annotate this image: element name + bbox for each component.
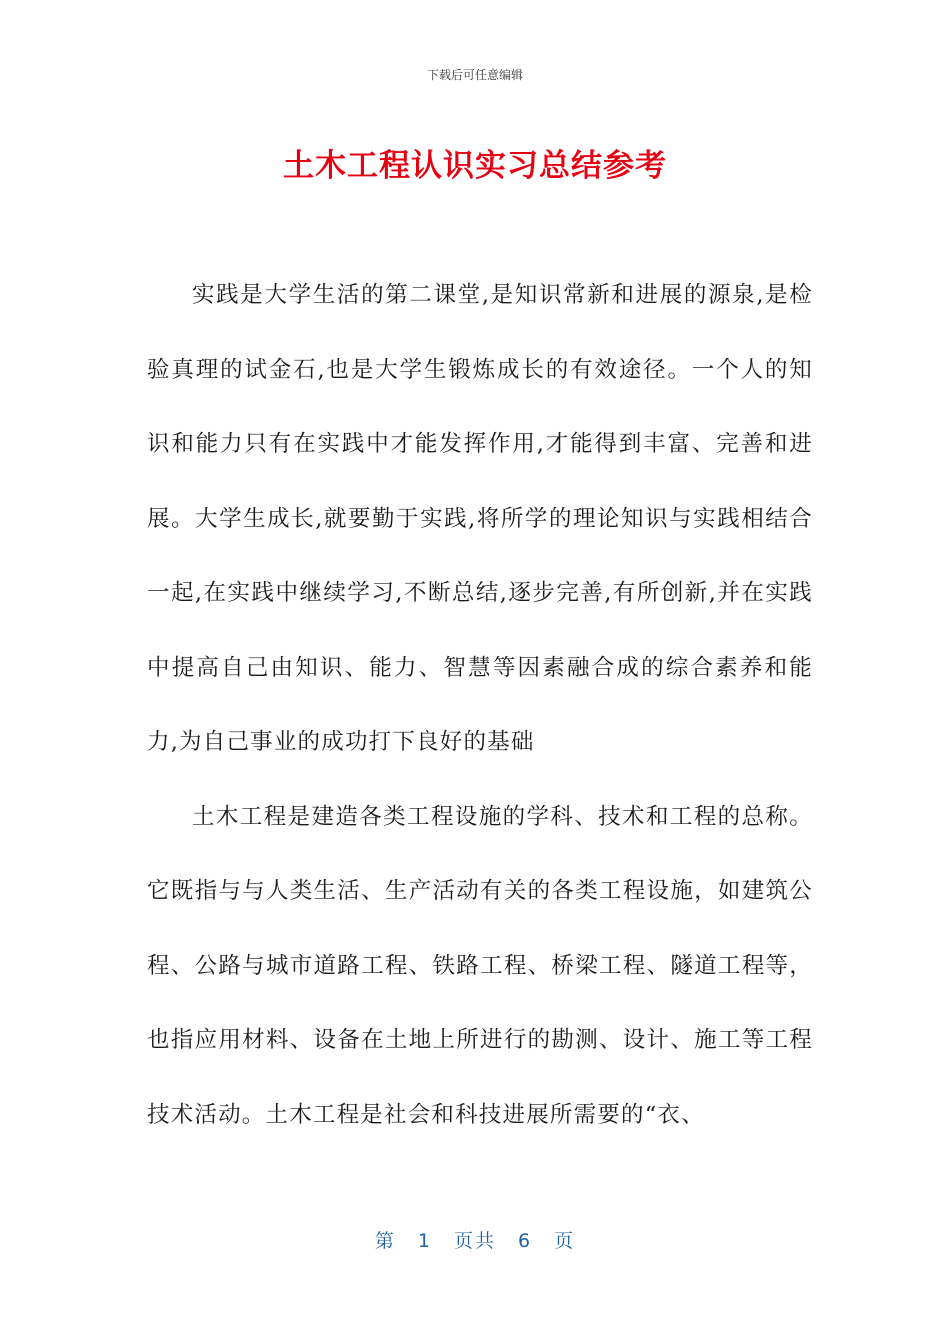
page-header-note: 下载后可任意编辑 — [426, 68, 523, 82]
paragraph-2: 土木工程是建造各类工程设施的学科、技术和工程的总称。它既指与与人类生活、生产活动有关的各类工程设施，如建筑公程、公路与城市道路工程、铁路工程、桥梁工程、隧道工程等，也指应用材料、设备在土地上所进行的勘测、设计、施工等工程技术活动。土木工程是社会和科技进展所需要的“衣、 — [147, 803, 813, 1128]
document-title: 土木工程认识实习总结参考 — [283, 148, 667, 184]
document-body — [147, 258, 813, 1152]
paragraph-1: 实践是大学生活的第二课堂,是知识常新和进展的源泉,是检验真理的试金石,也是大学生锻炼成长的有效途径。一个人的知识和能力只有在实践中才能发挥作用,才能得到丰富、完善和进展。大学生成长,就要勤于实践,将所学的理论知识与实践相结合一起,在实践中继续学习,不断总结,逐步完善,有所创新,并在实践中提高自己由知识、能力、智慧等因素融合成的综合素养和能力,为自己事业的成功打下良好的基础 — [147, 282, 813, 755]
page-number-footer: 第 1 页共 6 页 — [374, 1230, 576, 1252]
